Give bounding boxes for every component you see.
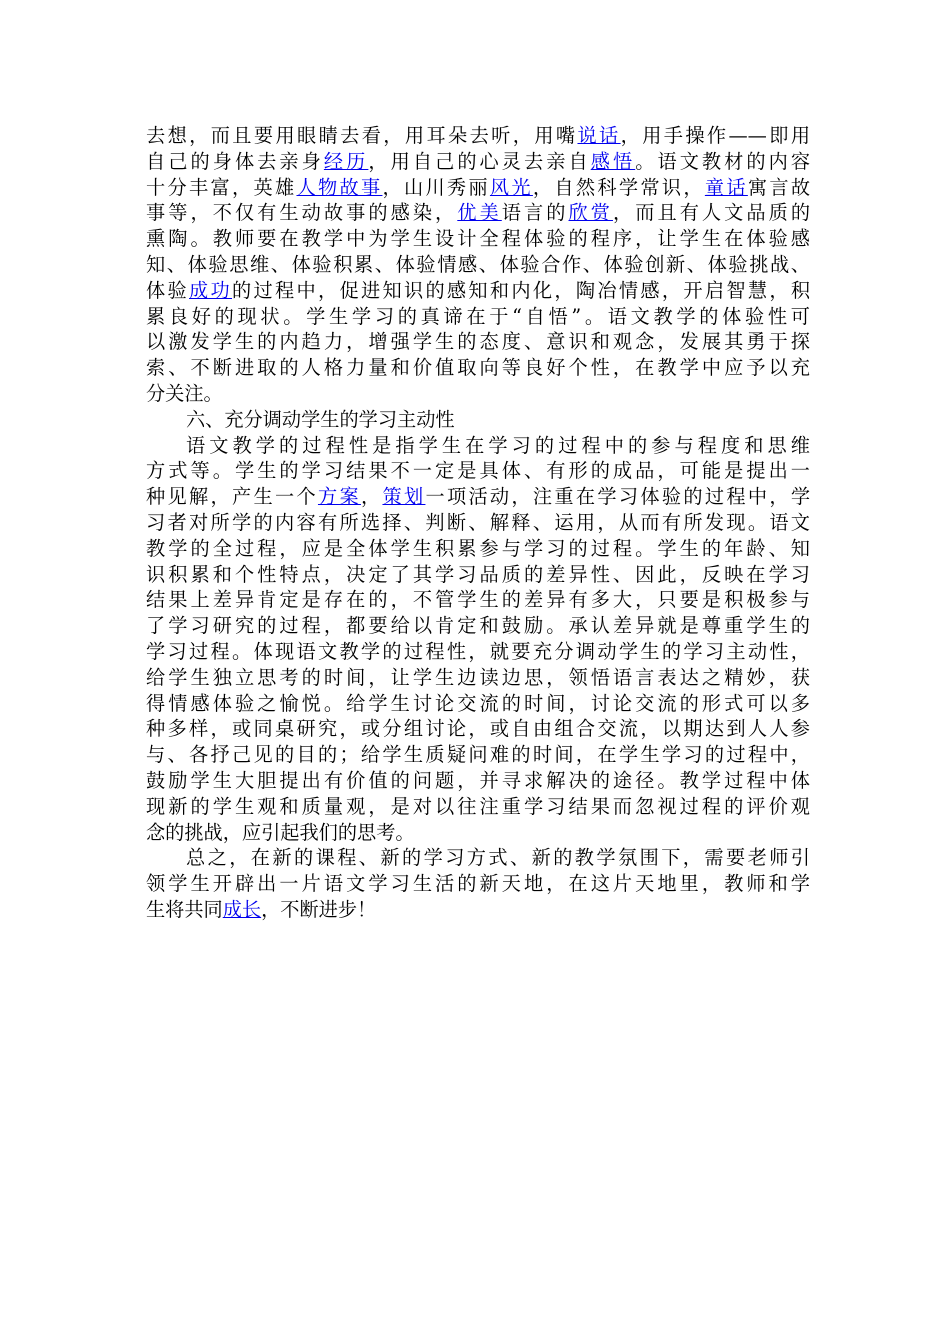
text-run: ，不断进步！ <box>261 897 377 921</box>
text-run: ， <box>360 485 383 509</box>
text-run: 熏陶。教师要在教学中为学生设计全程体验的程序，让学生在体验感 <box>146 227 810 251</box>
inline-link[interactable]: 说话 <box>577 124 621 147</box>
inline-link[interactable]: 优美 <box>457 201 502 225</box>
text-line <box>146 871 810 897</box>
text-line <box>146 716 810 742</box>
text-run: 语文教学的过程性是指学生在学习的过程中的参与程度和思维 <box>186 433 810 457</box>
inline-link[interactable]: 策划 <box>382 485 426 509</box>
paragraph <box>146 407 810 433</box>
text-run: 十分丰富，英雄 <box>146 175 297 199</box>
text-line <box>146 381 810 407</box>
text-run: 知、体验思维、体验积累、体验情感、体验合作、体验创新、体验挑战、 <box>146 252 810 276</box>
text-run: 自己的身体去亲身 <box>146 149 324 173</box>
text-run: 结果上差异肯定是存在的，不管学生的差异有多大，只要是积极参与 <box>146 588 810 612</box>
text-run: 总之，在新的课程、新的学习方式、新的教学氛围下，需要老师引 <box>186 846 810 870</box>
text-line <box>146 562 810 588</box>
text-run: 语言的 <box>501 201 569 225</box>
text-run: 鼓励学生大胆提出有价值的问题，并寻求解决的途径。教学过程中体 <box>146 768 810 792</box>
paragraph <box>146 433 810 846</box>
text-run: 事等，不仅有生动故事的感染， <box>146 201 458 225</box>
inline-link[interactable]: 欣赏 <box>568 201 613 225</box>
text-run: 念的挑战，应引起我们的思考。 <box>146 820 415 844</box>
text-line <box>146 897 810 923</box>
text-line <box>146 613 810 639</box>
text-run: 寓言故 <box>747 175 810 199</box>
text-line <box>146 329 810 355</box>
inline-link[interactable]: 成功 <box>189 278 232 302</box>
inline-link[interactable]: 童话 <box>704 175 748 199</box>
text-line <box>146 149 810 175</box>
text-run: 的过程中，促进知识的感知和内化，陶冶情感，开启智慧，积 <box>232 278 810 302</box>
text-line <box>146 639 810 665</box>
text-run: 习者对所学的内容有所选择、判断、解释、运用，从而有所发现。语文 <box>146 510 810 534</box>
text-line <box>146 742 810 768</box>
text-line <box>146 794 810 820</box>
inline-link[interactable]: 风光 <box>489 175 533 199</box>
text-run: ，用自己的心灵去亲自 <box>368 149 591 173</box>
text-line <box>146 433 810 459</box>
text-run: 累良好的现状。学生学习的真谛在于“自悟”。语文教学的体验性可 <box>146 304 810 328</box>
text-line <box>146 510 810 536</box>
text-line <box>146 123 810 149</box>
text-line <box>146 200 810 226</box>
text-line <box>146 407 810 433</box>
text-line <box>146 252 810 278</box>
text-run: ，山川秀丽 <box>382 175 490 199</box>
text-line <box>146 304 810 330</box>
text-line <box>146 175 810 201</box>
text-run: 了学习研究的过程，都要给以肯定和鼓励。承认差异就是尊重学生的 <box>146 614 810 638</box>
text-line <box>146 587 810 613</box>
text-run: 给学生独立思考的时间，让学生边读边思，领悟语言表达之精妙，获 <box>146 665 810 689</box>
document-body <box>146 123 810 923</box>
text-run: ，自然科学常识， <box>532 175 705 199</box>
text-run: 六、充分调动学生的学习主动性 <box>186 407 455 431</box>
text-line <box>146 458 810 484</box>
inline-link[interactable]: 感悟 <box>590 149 636 173</box>
text-run: 索、不断进取的人格力量和价值取向等良好个性，在教学中应予以充 <box>146 356 810 380</box>
text-run: 识积累和个性特点，决定了其学习品质的差异性、因此，反映在学习 <box>146 562 810 586</box>
inline-link[interactable]: 成长 <box>222 897 262 921</box>
text-run: ，用手操作——即用 <box>620 124 810 147</box>
text-run: 教学的全过程，应是全体学生积累参与学习的过程。学生的年龄、知 <box>146 536 810 560</box>
text-run: 生将共同 <box>146 897 223 921</box>
paragraph <box>146 123 810 407</box>
text-run: 领学生开辟出一片语文学习生活的新天地，在这片天地里，教师和学 <box>146 872 810 896</box>
text-line <box>146 484 810 510</box>
inline-link[interactable]: 经历 <box>323 149 369 173</box>
text-run: ，而且有人文品质的 <box>612 201 810 225</box>
text-run: 学习过程。体现语文教学的过程性，就要充分调动学生的学习主动性， <box>146 639 810 663</box>
text-run: 得情感体验之愉悦。给学生讨论交流的时间，讨论交流的形式可以多 <box>146 691 810 715</box>
text-run: 体验 <box>146 278 189 302</box>
text-line <box>146 768 810 794</box>
text-run: 与、各抒己见的目的；给学生质疑问难的时间，在学生学习的过程中， <box>146 743 810 767</box>
paragraph <box>146 845 810 922</box>
text-line <box>146 278 810 304</box>
text-run: 种见解，产生一个 <box>146 485 318 509</box>
text-run: 去想，而且要用眼睛去看，用耳朵去听，用嘴 <box>146 124 578 147</box>
text-line <box>146 665 810 691</box>
text-line <box>146 226 810 252</box>
text-run: 方式等。学生的学习结果不一定是具体、有形的成品，可能是提出一 <box>146 459 810 483</box>
inline-link[interactable]: 人物故事 <box>296 175 383 199</box>
text-run: 以激发学生的内趋力，增强学生的态度、意识和观念，发展其勇于探 <box>146 330 810 354</box>
text-run: 。语文教材的内容 <box>635 149 810 173</box>
text-run: 现新的学生观和质量观，是对以往注重学习结果而忽视过程的评价观 <box>146 794 810 818</box>
text-run: 种多样，或同桌研究，或分组讨论，或自由组合交流，以期达到人人参 <box>146 717 810 741</box>
text-run: 一项活动，注重在学习体验的过程中，学 <box>425 485 810 509</box>
text-line <box>146 820 810 846</box>
text-line <box>146 691 810 717</box>
text-run: 分关注。 <box>146 381 223 405</box>
text-line <box>146 355 810 381</box>
text-line <box>146 845 810 871</box>
text-line <box>146 536 810 562</box>
inline-link[interactable]: 方案 <box>317 485 361 509</box>
